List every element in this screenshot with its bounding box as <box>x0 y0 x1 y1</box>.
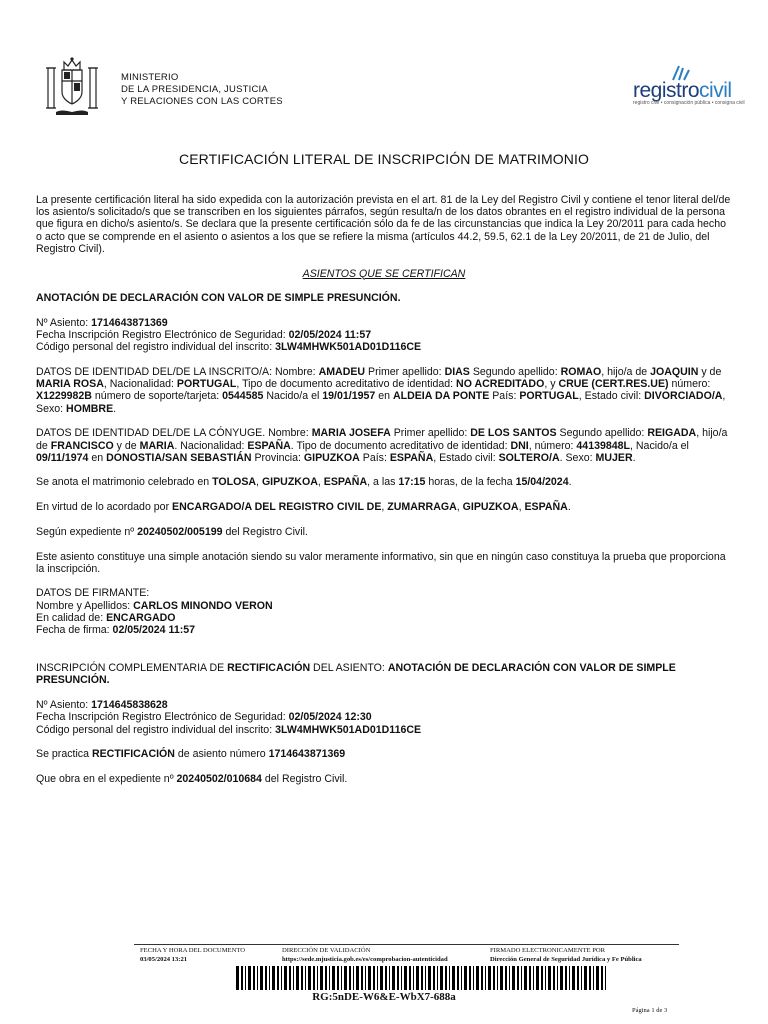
barcode-bar <box>337 966 339 990</box>
barcode-bar <box>236 966 239 990</box>
aviso-paragraph: Este asiento constituye una simple anotación siendo su valor meramente informativo, sin que en ningún caso constituya la prueba que proporciona la inscripción. <box>36 550 726 575</box>
document-title: CERTIFICACIÓN LITERAL DE INSCRIPCIÓN DE MATRIMONIO <box>178 151 589 167</box>
barcode-bar <box>601 966 603 990</box>
barcode-bar <box>317 966 318 990</box>
barcode-bar <box>404 966 407 990</box>
barcode-bar <box>433 966 435 990</box>
verification-code: RG:5nDE-W6&E-WbX7-688a <box>312 991 456 1003</box>
barcode-bar <box>361 966 363 990</box>
barcode-bar <box>293 966 294 990</box>
barcode-bar <box>517 966 519 990</box>
barcode-bar <box>485 966 486 990</box>
barcode-bar <box>605 966 606 990</box>
footer-validation-address: DIRECCIÓN DE VALIDACIÓN https://sede.mjusticia.gob.es/es/comprobacion-autenticidad <box>282 947 448 963</box>
barcode-bar <box>265 966 267 990</box>
barcode-bar <box>445 966 447 990</box>
barcode-bar <box>284 966 287 990</box>
barcode-bar <box>248 966 251 990</box>
barcode-bar <box>245 966 246 990</box>
practica-paragraph: Se practica RECTIFICACIÓN de asiento número 1714643871369 <box>36 748 346 761</box>
barcode-bar <box>380 966 383 990</box>
inscrito-identity: DATOS DE IDENTIDAD DEL/DE LA INSCRITO/A: Nombre: AMADEU Primer apellido: DIAS Segundo apellido: ROMAO, hijo/a de JOAQUIN y de MARIA ROSA, Nacionalidad: PORTUGAL, Tipo de documento acreditativo de identidad: NO ACREDITADO, y CRUE (CERT.RES.UE) número: X1229982B número de soporte/tarjeta: 0544585 Nacido/a el 19/01/1957 en ALDEIA DA PONTE País: PORTUGAL, Estado civil: DIVORCIADO/A, Sexo: HOMBRE. <box>36 366 726 415</box>
barcode-bar <box>356 966 359 990</box>
barcode-bar <box>545 966 546 990</box>
barcode-bar <box>353 966 354 990</box>
barcode-bar <box>488 966 491 990</box>
logo-tagline: registro civil • consignación pública • consigna civil <box>633 100 745 106</box>
expediente1-paragraph: Según expediente nº 20240502/005199 del Registro Civil. <box>36 525 308 538</box>
barcode-bar <box>437 966 438 990</box>
barcode-bar <box>577 966 579 990</box>
barcode-bar <box>452 966 455 990</box>
barcode-bar <box>341 966 342 990</box>
barcode-bar <box>332 966 335 990</box>
barcode-bar <box>385 966 387 990</box>
barcode-bar <box>413 966 414 990</box>
barcode-bar <box>253 966 255 990</box>
barcode-bar <box>416 966 419 990</box>
barcode-bar <box>308 966 311 990</box>
barcode-bar <box>593 966 594 990</box>
barcode-bar <box>553 966 555 990</box>
barcode-bar <box>512 966 515 990</box>
asientos-heading: ASIENTOS QUE SE CERTIFICAN <box>302 267 466 280</box>
barcode-bar <box>325 966 327 990</box>
barcode-bar <box>505 966 507 990</box>
barcode-bar <box>440 966 443 990</box>
barcode-bar <box>397 966 399 990</box>
barcode-bar <box>493 966 495 990</box>
barcode-bar <box>421 966 423 990</box>
validation-footer <box>134 944 679 963</box>
page-number: Página 1 de 3 <box>632 1007 668 1014</box>
barcode-bar <box>548 966 551 990</box>
document-body <box>36 194 732 798</box>
barcode-bar <box>457 966 459 990</box>
barcode-image <box>236 966 608 990</box>
acuerdo-paragraph: En virtud de lo acordado por ENCARGADO/A DEL REGISTRO CIVIL DE, ZUMARRAGA, GIPUZKOA, ESPAÑA. <box>36 501 571 514</box>
barcode-bar <box>269 966 270 990</box>
barcode-bar <box>589 966 591 990</box>
barcode-bar <box>373 966 375 990</box>
footer-signed-by: FIRMADO ELECTRONICAMENTE POR Dirección General de Seguridad Jurídica y Fe Pública <box>490 947 642 963</box>
coat-of-arms-icon <box>40 54 104 118</box>
validation-link[interactable]: https://sede.mjusticia.gob.es/es/comprobacion-autenticidad <box>282 956 448 963</box>
annotation-heading: ANOTACIÓN DE DECLARACIÓN CON VALOR DE SIMPLE PRESUNCIÓN. <box>36 292 401 305</box>
barcode-bar <box>557 966 558 990</box>
barcode-bar <box>296 966 299 990</box>
barcode-bar <box>260 966 263 990</box>
barcode-bar <box>257 966 258 990</box>
barcode-bar <box>281 966 282 990</box>
ministry-name: MINISTERIO DE LA PRESIDENCIA, JUSTICIA Y RELACIONES CON LAS CORTES <box>121 72 283 107</box>
barcode-bar <box>320 966 323 990</box>
barcode-bar <box>301 966 303 990</box>
barcode-bar <box>565 966 567 990</box>
barcode-bar <box>377 966 378 990</box>
barcode-bar <box>469 966 471 990</box>
barcode-bar <box>344 966 347 990</box>
barcode-bar <box>349 966 351 990</box>
barcode-bar <box>473 966 474 990</box>
barcode-bar <box>305 966 306 990</box>
entry2-details: Nº Asiento: 1714645838628 Fecha Inscripción Registro Electrónico de Seguridad: 02/05/2024 12:30 Código personal del registro individual del inscrito: 3LW4MHWK501AD01D116CE <box>36 699 422 736</box>
barcode-bar <box>401 966 402 990</box>
barcode-bar <box>481 966 483 990</box>
barcode-bar <box>581 966 582 990</box>
entry1-details: Nº Asiento: 1714643871369 Fecha Inscripción Registro Electrónico de Seguridad: 02/05/2024 11:57 Código personal del registro individual del inscrito: 3LW4MHWK501AD01D116CE <box>36 316 422 354</box>
barcode-bar <box>536 966 539 990</box>
page-header <box>0 0 768 130</box>
firmante-block: DATOS DE FIRMANTE: Nombre y Apellidos: CARLOS MINONDO VERON En calidad de: ENCARGADO Fecha de firma: 02/05/2024 11:57 <box>36 587 273 637</box>
barcode-bar <box>272 966 275 990</box>
barcode-bar <box>428 966 431 990</box>
barcode-bar <box>533 966 534 990</box>
barcode-bar <box>524 966 527 990</box>
barcode-bar <box>389 966 390 990</box>
barcode-bar <box>521 966 522 990</box>
barcode-bar <box>560 966 563 990</box>
barcode-bar <box>449 966 450 990</box>
barcode-bar <box>584 966 587 990</box>
matrimonio-paragraph: Se anota el matrimonio celebrado en TOLOSA, GIPUZKOA, ESPAÑA, a las 17:15 horas, de la fecha 15/04/2024. <box>36 476 572 489</box>
barcode-bar <box>569 966 570 990</box>
barcode-bar <box>476 966 479 990</box>
barcode-bar <box>241 966 243 990</box>
barcode-bar <box>500 966 503 990</box>
barcode-bar <box>509 966 510 990</box>
barcode-bar <box>365 966 366 990</box>
barcode-bar <box>425 966 426 990</box>
barcode-bar <box>409 966 411 990</box>
barcode-bar <box>461 966 462 990</box>
barcode-bar <box>313 966 315 990</box>
barcode-bar <box>277 966 279 990</box>
expediente2-paragraph: Que obra en el expediente nº 20240502/010684 del Registro Civil. <box>36 773 348 785</box>
barcode-bar <box>596 966 599 990</box>
barcode-bar <box>541 966 543 990</box>
intro-paragraph: La presente certificación literal ha sido expedida con la autorización prevista en el art. 81 de la Ley del Registro Civil y contiene el tenor literal del/de los asiento/s solicitado/s que se transcriben en los siguientes párrafos, según resulta/n de los datos obrantes en el registro individual de la persona que figura en dicho/s asiento/s. Se declara que la presente certificación sólo da fe de las circunstancias que indica la Ley 20/2011 para cada hecho o acto que se comprende en el asiento o asientos a los que se refiere la misma (artículos 44.2, 59.5, 62.1 de la Ley 20/2011, de 21 de Julio, del Registro Civil). <box>36 194 731 255</box>
barcode-bar <box>529 966 531 990</box>
registro-civil-logo: registrocivil <box>633 79 732 102</box>
footer-document-date: FECHA Y HORA DEL DOCUMENTO 03/05/2024 13:21 <box>140 947 246 963</box>
barcode-bar <box>368 966 371 990</box>
barcode-bar <box>392 966 395 990</box>
barcode-bar <box>289 966 291 990</box>
conyuge-identity: DATOS DE IDENTIDAD DEL/DE LA CÓNYUGE. Nombre: MARIA JOSEFA Primer apellido: DE LOS SANTOS Segundo apellido: REIGADA, hijo/a de FRANCISCO y de MARIA. Nacionalidad: ESPAÑA. Tipo de documento acreditativo de identidad: DNI, número: 44139848L, Nacido/a el 09/11/1974 en DONOSTIA/SAN SEBASTIÁN Provincia: GIPUZKOA País: ESPAÑA, Estado civil: SOLTERO/A. Sexo: MUJER. <box>36 427 728 464</box>
complementaria-heading: INSCRIPCIÓN COMPLEMENTARIA DE RECTIFICACIÓN DEL ASIENTO: ANOTACIÓN DE DECLARACIÓN CON VALOR DE SIMPLE PRESUNCIÓN. <box>36 662 676 687</box>
barcode-bar <box>329 966 330 990</box>
barcode-bar <box>464 966 467 990</box>
barcode-bar <box>572 966 575 990</box>
barcode-bar <box>497 966 498 990</box>
